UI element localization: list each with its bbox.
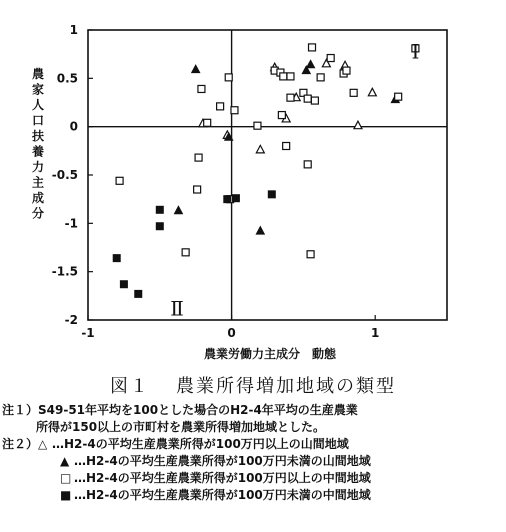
marker-square-filled	[268, 191, 275, 198]
y-tick-label: -1	[64, 216, 78, 231]
marker-square-open	[350, 89, 357, 96]
marker-square-open	[327, 55, 334, 62]
note-1-line-2: 所得が150以上の市町村を農業所得増加地域とした。	[36, 420, 326, 434]
marker-square-filled	[224, 196, 231, 203]
marker-square-open	[116, 177, 123, 184]
y-axis-label-char: 主	[31, 175, 45, 190]
marker-square-open	[280, 73, 287, 80]
legend-text-2: …H2-4の平均生産農業所得が100万円未満の山間地域	[74, 454, 371, 468]
y-axis-label-char: 扶	[31, 129, 45, 143]
legend-glyph-triangle-filled: ▲	[60, 454, 70, 468]
marker-square-open	[287, 73, 294, 80]
marker-square-open	[194, 186, 201, 193]
marker-square-open	[311, 97, 318, 104]
x-axis-label: 農業労働力主成分 動態	[203, 347, 337, 361]
legend-glyph-square-open: □	[60, 471, 72, 485]
y-tick-label: -2	[64, 313, 78, 327]
marker-square-open	[283, 143, 290, 150]
marker-triangle-filled	[256, 227, 264, 235]
figure-caption	[0, 372, 506, 398]
quadrant-labels	[170, 39, 419, 320]
legend-row-3	[2, 470, 502, 487]
y-axis-label-char: 養	[31, 144, 45, 159]
marker-square-open	[287, 94, 294, 101]
marker-square-open	[317, 74, 324, 81]
marker-square-open	[343, 67, 350, 74]
y-tick-label: 0	[69, 119, 78, 134]
marker-square-open	[304, 95, 311, 102]
notes	[2, 402, 502, 504]
marker-square-filled	[113, 255, 120, 262]
y-tick-label: 0.5	[56, 71, 78, 86]
legend-row-4	[2, 487, 502, 504]
marker-square-open	[307, 251, 314, 258]
y-tick-label: -1.5	[51, 264, 78, 279]
figure-title: 農業所得増加地域の類型	[176, 376, 396, 397]
marker-triangle-filled	[192, 65, 200, 73]
tick-labels	[52, 23, 380, 340]
y-tick-label: 1	[69, 23, 78, 37]
marker-square-open	[225, 74, 232, 81]
marker-square-open	[254, 122, 261, 129]
legend-glyph-triangle-open: △	[38, 437, 48, 451]
quadrant-label: Ⅰ	[411, 39, 420, 64]
marker-square-filled	[135, 290, 142, 297]
y-axis-label-char: 力	[31, 160, 45, 174]
marker-square-open	[278, 112, 285, 119]
marker-square-filled	[156, 206, 163, 213]
figure-number: 図１	[110, 376, 150, 397]
quadrant-label: Ⅱ	[170, 296, 184, 321]
data-points	[113, 44, 419, 298]
marker-square-open	[204, 119, 211, 126]
marker-triangle-open	[354, 121, 362, 129]
marker-square-open	[198, 85, 205, 92]
marker-square-open	[304, 161, 311, 168]
marker-triangle-open	[256, 145, 264, 153]
legend-row-1	[2, 436, 502, 453]
y-tick-label: -0.5	[51, 168, 78, 182]
legend-row-2	[2, 453, 502, 470]
note-2-prefix: 注２）	[2, 437, 39, 451]
marker-square-filled	[156, 223, 163, 230]
marker-square-open	[309, 44, 316, 51]
note-1-line-1: 注１）S49-51年平均を100とした場合のH2-4年平均の生産農業	[2, 403, 358, 417]
y-axis-label	[31, 66, 44, 221]
marker-square-filled	[232, 195, 239, 202]
y-axis-label-char: 成	[31, 191, 45, 205]
legend-glyph-square-filled: ■	[60, 488, 72, 502]
marker-square-open	[395, 93, 402, 100]
y-axis-label-char: 口	[31, 113, 45, 128]
marker-square-open	[217, 103, 224, 110]
legend-text-3: …H2-4の平均生産農業所得が100万円以上の中間地域	[74, 471, 371, 485]
marker-triangle-filled	[307, 60, 315, 68]
marker-square-open	[182, 249, 189, 256]
x-tick-label: 0	[227, 326, 236, 340]
axes	[88, 30, 447, 320]
y-axis-label-char: 人	[31, 98, 45, 112]
plot-frame	[88, 30, 447, 320]
marker-square-open	[195, 154, 202, 161]
x-tick-label: -1	[81, 326, 95, 340]
marker-triangle-open	[368, 88, 376, 96]
legend-text-4: …H2-4の平均生産農業所得が100万円未満の中間地域	[74, 488, 371, 502]
marker-square-open	[231, 107, 238, 114]
y-axis-label-char: 農	[31, 67, 45, 81]
marker-triangle-filled	[174, 206, 182, 214]
plot-border	[88, 30, 447, 320]
y-axis-label-char: 分	[31, 206, 45, 221]
x-tick-label: 1	[371, 326, 380, 340]
legend-text-1: …H2-4の平均生産農業所得が100万円以上の山間地域	[52, 437, 349, 451]
y-axis-label-char: 家	[31, 82, 45, 97]
marker-square-filled	[120, 281, 127, 288]
